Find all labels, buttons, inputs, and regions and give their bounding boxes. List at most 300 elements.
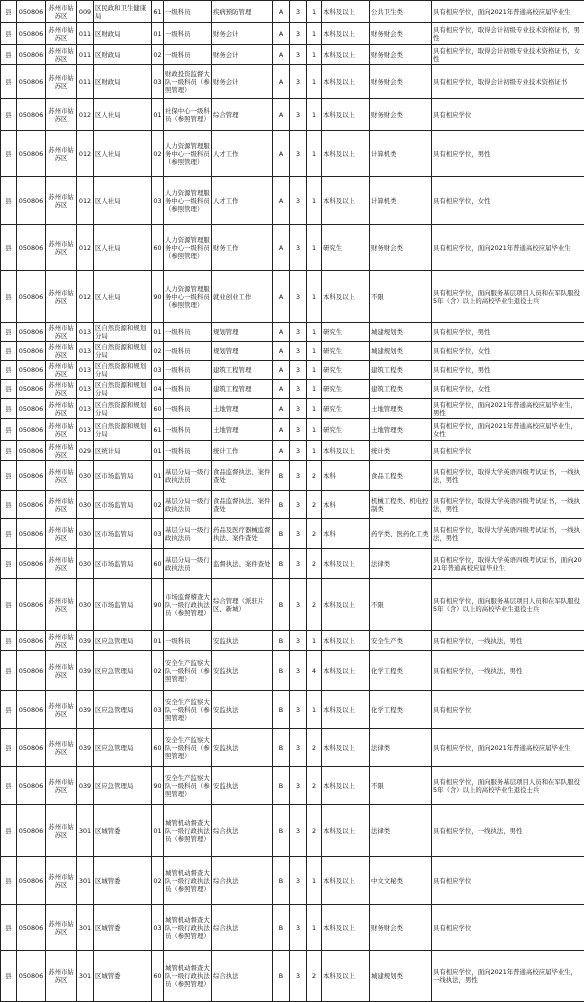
position-name-cell: 财政投资监督大队一级科员（参照管理） [164,65,212,99]
requirements-cell: 具有相应学位，面向2021年普通高校应届毕业生 [432,225,584,271]
position-name-cell: 城管机动督查大队一级行政执法员（参照管理） [164,951,212,1002]
region-code-cell: 050806 [17,805,46,857]
requirements-cell: 具有相应学位，女性 [432,177,584,225]
requirements-cell: 具有相应学位，面向服务基层项目人员和在军队服役5年（含）以上的高校毕业生退役士兵 [432,271,584,323]
ratio-cell: 3 [290,857,307,905]
position-description-cell: 食品监督执法、案件查处 [212,461,273,491]
department-name-cell: 区应急管理局 [94,691,152,729]
requirements-cell: 具有相应学位，取得会计初级专业技术资格证书，男性 [432,23,584,45]
headcount-cell: 1 [307,323,322,342]
education-cell: 本科及以上 [322,805,370,857]
table-body [1,1,584,1002]
ratio-cell: 3 [290,951,307,1002]
position-description-cell: 综合管理（派驻片区、新城） [212,579,273,631]
position-description-cell: 安监执法 [212,651,273,691]
ratio-cell: 3 [290,177,307,225]
headcount-cell: 1 [307,399,322,419]
position-code-cell: 60 [152,549,164,579]
headcount-cell: 1 [307,342,322,361]
level-cell: 县 [1,491,17,519]
major-cell: 城建规划类 [370,323,432,342]
exam-category-cell: A [273,441,290,461]
table-row [1,767,584,805]
education-cell: 本科及以上 [322,579,370,631]
level-cell: 县 [1,857,17,905]
major-cell: 公共卫生类 [370,1,432,23]
region-code-cell: 050806 [17,951,46,1002]
education-cell: 本科及以上 [322,65,370,99]
major-cell: 法律类 [370,805,432,857]
exam-category-cell: A [273,323,290,342]
table-row [1,549,584,579]
major-cell: 统计类 [370,441,432,461]
education-cell: 研究生 [322,380,370,399]
position-code-cell: 01 [152,631,164,651]
table-row [1,342,584,361]
department-code-cell: 013 [77,399,94,419]
department-name-cell: 区自然资源和规划分局 [94,399,152,419]
department-code-cell: 029 [77,441,94,461]
exam-category-cell: B [273,651,290,691]
region-code-cell: 050806 [17,361,46,380]
table-row [1,729,584,767]
position-description-cell: 统计工作 [212,441,273,461]
position-name-cell: 人力资源管理服务中心一级科员（参照管理） [164,271,212,323]
education-cell: 本科及以上 [322,23,370,45]
requirements-cell: 具有相应学位，面向服务基层项目人员和在军队服役5年（含）以上的高校毕业生退役士兵 [432,767,584,805]
major-cell: 土地管理类 [370,399,432,419]
major-cell: 建筑工程类 [370,380,432,399]
requirements-cell: 具有相应学位，取得会计初级专业技术资格证书，女性 [432,45,584,65]
position-name-cell: 人力资源管理服务中心一级科员（参照管理） [164,177,212,225]
position-description-cell: 就业创业工作 [212,271,273,323]
level-cell: 县 [1,1,17,23]
position-name-cell: 基层分局一级行政执法员 [164,549,212,579]
region-name-cell: 苏州市姑苏区 [46,519,77,549]
region-code-cell: 050806 [17,579,46,631]
exam-category-cell: A [273,271,290,323]
region-code-cell: 050806 [17,1,46,23]
position-code-cell: 61 [152,419,164,441]
headcount-cell: 2 [307,491,322,519]
department-code-cell: 030 [77,461,94,491]
exam-category-cell: B [273,951,290,1002]
department-code-cell: 039 [77,651,94,691]
level-cell: 县 [1,631,17,651]
position-description-cell: 安监执法 [212,691,273,729]
exam-category-cell: B [273,767,290,805]
position-code-cell: 02 [152,45,164,65]
ratio-cell: 3 [290,729,307,767]
region-code-cell: 050806 [17,549,46,579]
department-name-cell: 区城管委 [94,905,152,951]
region-name-cell: 苏州市姑苏区 [46,342,77,361]
table-row [1,905,584,951]
ratio-cell: 3 [290,691,307,729]
level-cell: 县 [1,441,17,461]
requirements-cell: 具有相应学位，取得大学英语四级考试证书，一线执法，男性 [432,519,584,549]
position-description-cell: 规划管理 [212,323,273,342]
department-name-cell: 区应急管理局 [94,729,152,767]
position-code-cell: 90 [152,767,164,805]
education-cell: 本科及以上 [322,631,370,651]
requirements-cell: 具有相应学位，取得大学英语四级考试证书，一线执法，男性 [432,491,584,519]
requirements-cell: 具有相应学位，男性 [432,361,584,380]
region-code-cell: 050806 [17,691,46,729]
region-name-cell: 苏州市姑苏区 [46,631,77,651]
department-name-cell: 区人社局 [94,131,152,177]
department-name-cell: 区统计局 [94,441,152,461]
department-name-cell: 区民政和卫生健康局 [94,1,152,23]
region-code-cell: 050806 [17,225,46,271]
headcount-cell: 1 [307,45,322,65]
education-cell: 研究生 [322,225,370,271]
department-code-cell: 013 [77,323,94,342]
exam-category-cell: A [273,419,290,441]
department-name-cell: 区自然资源和规划分局 [94,323,152,342]
region-code-cell: 050806 [17,491,46,519]
position-name-cell: 城管机动督查大队一级行政执法员（参照管理） [164,905,212,951]
major-cell: 建筑工程类 [370,361,432,380]
major-cell: 土地管理类 [370,419,432,441]
position-code-cell: 01 [152,323,164,342]
requirements-cell: 具有相应学位，面向2021年普通高校应届毕业生，男性 [432,399,584,419]
requirements-cell: 具有相应学位 [432,905,584,951]
education-cell: 本科及以上 [322,857,370,905]
region-name-cell: 苏州市姑苏区 [46,767,77,805]
position-description-cell: 综合执法 [212,905,273,951]
exam-category-cell: B [273,579,290,631]
requirements-cell: 具有相应学位，男性 [432,131,584,177]
department-code-cell: 011 [77,65,94,99]
level-cell: 县 [1,651,17,691]
education-cell: 本科及以上 [322,729,370,767]
department-name-cell: 区应急管理局 [94,651,152,691]
level-cell: 县 [1,271,17,323]
position-description-cell: 人才工作 [212,177,273,225]
major-cell: 计算机类 [370,177,432,225]
ratio-cell: 3 [290,23,307,45]
department-code-cell: 039 [77,631,94,651]
level-cell: 县 [1,99,17,131]
department-code-cell: 301 [77,805,94,857]
department-name-cell: 区自然资源和规划分局 [94,342,152,361]
headcount-cell: 1 [307,225,322,271]
region-code-cell: 050806 [17,380,46,399]
table-row [1,65,584,99]
position-name-cell: 城管机动督查大队一级行政执法员（参照管理） [164,805,212,857]
table-row [1,651,584,691]
department-code-cell: 039 [77,691,94,729]
position-description-cell: 综合执法 [212,951,273,1002]
ratio-cell: 3 [290,65,307,99]
education-cell: 本科及以上 [322,441,370,461]
requirements-cell: 具有相应学位 [432,857,584,905]
headcount-cell: 1 [307,131,322,177]
region-name-cell: 苏州市姑苏区 [46,491,77,519]
exam-category-cell: A [273,131,290,177]
exam-category-cell: A [273,361,290,380]
education-cell: 本科及以上 [322,767,370,805]
education-cell: 研究生 [322,323,370,342]
education-cell: 本科及以上 [322,271,370,323]
ratio-cell: 3 [290,380,307,399]
department-name-cell: 区人社局 [94,225,152,271]
ratio-cell: 3 [290,131,307,177]
major-cell: 药学类、医药化工类 [370,519,432,549]
education-cell: 本科及以上 [322,651,370,691]
position-description-cell: 监督执法、案件查处 [212,549,273,579]
position-description-cell: 安监执法 [212,729,273,767]
region-code-cell: 050806 [17,342,46,361]
position-description-cell: 安监执法 [212,631,273,651]
region-name-cell: 苏州市姑苏区 [46,951,77,1002]
position-name-cell: 一级科员 [164,342,212,361]
level-cell: 县 [1,951,17,1002]
position-code-cell: 03 [152,519,164,549]
level-cell: 县 [1,380,17,399]
exam-category-cell: A [273,23,290,45]
department-code-cell: 012 [77,99,94,131]
position-description-cell: 疾病预防管理 [212,1,273,23]
exam-category-cell: A [273,1,290,23]
exam-category-cell: B [273,631,290,651]
position-name-cell: 一级科员 [164,441,212,461]
headcount-cell: 1 [307,691,322,729]
requirements-cell: 具有相应学位，面向2021年普通高校应届毕业生，女性 [432,419,584,441]
position-name-cell: 一级科员 [164,419,212,441]
region-name-cell: 苏州市姑苏区 [46,651,77,691]
department-name-cell: 区城管委 [94,805,152,857]
major-cell: 中文文秘类 [370,857,432,905]
position-name-cell: 市场监督稽查大队一级行政执法员（参照管理） [164,579,212,631]
department-code-cell: 301 [77,905,94,951]
position-name-cell: 安全生产监察大队一级科员（参照管理） [164,691,212,729]
region-name-cell: 苏州市姑苏区 [46,691,77,729]
headcount-cell: 2 [307,549,322,579]
region-name-cell: 苏州市姑苏区 [46,461,77,491]
headcount-cell: 1 [307,631,322,651]
ratio-cell: 3 [290,491,307,519]
ratio-cell: 3 [290,271,307,323]
ratio-cell: 3 [290,767,307,805]
position-name-cell: 社保中心一级科员（参照管理） [164,99,212,131]
table-row [1,177,584,225]
table-row [1,271,584,323]
department-name-cell: 区人社局 [94,271,152,323]
headcount-cell: 1 [307,380,322,399]
requirements-cell: 具有相应学位 [432,441,584,461]
position-description-cell: 土地管理 [212,399,273,419]
position-description-cell: 建筑工程管理 [212,361,273,380]
department-code-cell: 011 [77,23,94,45]
position-description-cell: 综合执法 [212,805,273,857]
position-description-cell: 规划管理 [212,342,273,361]
department-name-cell: 区自然资源和规划分局 [94,361,152,380]
region-code-cell: 050806 [17,905,46,951]
department-name-cell: 区自然资源和规划分局 [94,380,152,399]
level-cell: 县 [1,361,17,380]
position-name-cell: 人力资源管理服务中心一级科员（参照管理） [164,225,212,271]
table-row [1,380,584,399]
ratio-cell: 3 [290,419,307,441]
department-code-cell: 030 [77,579,94,631]
education-cell: 本科 [322,461,370,491]
table-row [1,23,584,45]
major-cell: 机械工程类、机电控制类 [370,491,432,519]
table-row [1,951,584,1002]
table-row [1,691,584,729]
region-name-cell: 苏州市姑苏区 [46,45,77,65]
ratio-cell: 3 [290,361,307,380]
major-cell: 财务财会类 [370,45,432,65]
position-code-cell: 02 [152,131,164,177]
level-cell: 县 [1,45,17,65]
ratio-cell: 3 [290,441,307,461]
headcount-cell: 2 [307,805,322,857]
requirements-cell: 具有相应学位，一线执法，男性 [432,805,584,857]
department-code-cell: 011 [77,45,94,65]
major-cell: 财务财会类 [370,65,432,99]
requirements-cell: 具有相应学位 [432,99,584,131]
ratio-cell: 3 [290,579,307,631]
region-name-cell: 苏州市姑苏区 [46,361,77,380]
table-row [1,631,584,651]
level-cell: 县 [1,225,17,271]
department-code-cell: 301 [77,951,94,1002]
education-cell: 研究生 [322,399,370,419]
education-cell: 本科及以上 [322,905,370,951]
department-name-cell: 区城管委 [94,951,152,1002]
position-name-cell: 一级科员 [164,323,212,342]
level-cell: 县 [1,23,17,45]
exam-category-cell: A [273,99,290,131]
major-cell: 法律类 [370,729,432,767]
position-name-cell: 安全生产监察大队一级科员（参照管理） [164,729,212,767]
major-cell: 城建规划类 [370,342,432,361]
table-row [1,99,584,131]
major-cell: 财务财会类 [370,905,432,951]
level-cell: 县 [1,131,17,177]
ratio-cell: 3 [290,225,307,271]
position-code-cell: 01 [152,441,164,461]
major-cell: 城建规划类 [370,951,432,1002]
region-code-cell: 050806 [17,399,46,419]
table-row [1,805,584,857]
position-code-cell: 03 [152,691,164,729]
ratio-cell: 3 [290,805,307,857]
ratio-cell: 3 [290,651,307,691]
position-description-cell: 综合管理 [212,99,273,131]
education-cell: 本科及以上 [322,951,370,1002]
region-code-cell: 050806 [17,65,46,99]
region-name-cell: 苏州市姑苏区 [46,805,77,857]
department-name-cell: 区财政局 [94,65,152,99]
level-cell: 县 [1,767,17,805]
department-name-cell: 区市场监管局 [94,519,152,549]
ratio-cell: 3 [290,1,307,23]
headcount-cell: 1 [307,905,322,951]
level-cell: 县 [1,399,17,419]
exam-category-cell: B [273,549,290,579]
headcount-cell: 1 [307,99,322,131]
department-code-cell: 012 [77,225,94,271]
education-cell: 本科 [322,491,370,519]
region-name-cell: 苏州市姑苏区 [46,729,77,767]
region-name-cell: 苏州市姑苏区 [46,23,77,45]
department-name-cell: 区市场监管局 [94,491,152,519]
region-code-cell: 050806 [17,519,46,549]
exam-category-cell: A [273,177,290,225]
education-cell: 本科及以上 [322,549,370,579]
position-name-cell: 基层分局一级行政执法员 [164,461,212,491]
department-code-cell: 009 [77,1,94,23]
table-row [1,857,584,905]
major-cell: 化学工程类 [370,651,432,691]
position-code-cell: 01 [152,805,164,857]
ratio-cell: 3 [290,342,307,361]
education-cell: 本科及以上 [322,691,370,729]
requirements-cell: 具有相应学位，女性 [432,380,584,399]
level-cell: 县 [1,461,17,491]
position-name-cell: 安全生产监察大队一级科员（参照管理） [164,651,212,691]
level-cell: 县 [1,729,17,767]
department-name-cell: 区财政局 [94,45,152,65]
department-code-cell: 030 [77,549,94,579]
headcount-cell: 1 [307,271,322,323]
headcount-cell: 1 [307,441,322,461]
region-name-cell: 苏州市姑苏区 [46,65,77,99]
region-code-cell: 050806 [17,131,46,177]
region-code-cell: 050806 [17,441,46,461]
requirements-cell: 具有相应学位，男性 [432,323,584,342]
region-code-cell: 050806 [17,45,46,65]
table-row [1,1,584,23]
department-name-cell: 区市场监管局 [94,461,152,491]
position-name-cell: 一级科员 [164,361,212,380]
department-code-cell: 013 [77,380,94,399]
major-cell: 财务财会类 [370,99,432,131]
department-code-cell: 013 [77,361,94,380]
level-cell: 县 [1,519,17,549]
ratio-cell: 3 [290,45,307,65]
ratio-cell: 3 [290,323,307,342]
headcount-cell: 1 [307,65,322,99]
region-code-cell: 050806 [17,23,46,45]
requirements-cell: 具有相应学位，面向2021年普通高校应届毕业生 [432,729,584,767]
exam-category-cell: B [273,857,290,905]
region-name-cell: 苏州市姑苏区 [46,905,77,951]
education-cell: 本科及以上 [322,45,370,65]
table-row [1,419,584,441]
position-code-cell: 04 [152,380,164,399]
position-description-cell: 人才工作 [212,131,273,177]
headcount-cell: 2 [307,729,322,767]
position-name-cell: 人力资源管理服务中心一级科员（参照管理） [164,131,212,177]
table-row [1,131,584,177]
region-name-cell: 苏州市姑苏区 [46,857,77,905]
requirements-cell: 具有相应学位，取得大学英语四级考试证书，一线执法，男性 [432,461,584,491]
department-name-cell: 区应急管理局 [94,767,152,805]
ratio-cell: 3 [290,99,307,131]
level-cell: 县 [1,805,17,857]
exam-category-cell: B [273,905,290,951]
requirements-cell: 具有相应学位，一线执法，男性 [432,651,584,691]
exam-category-cell: A [273,399,290,419]
department-code-cell: 039 [77,729,94,767]
exam-category-cell: A [273,45,290,65]
major-cell: 不限 [370,271,432,323]
